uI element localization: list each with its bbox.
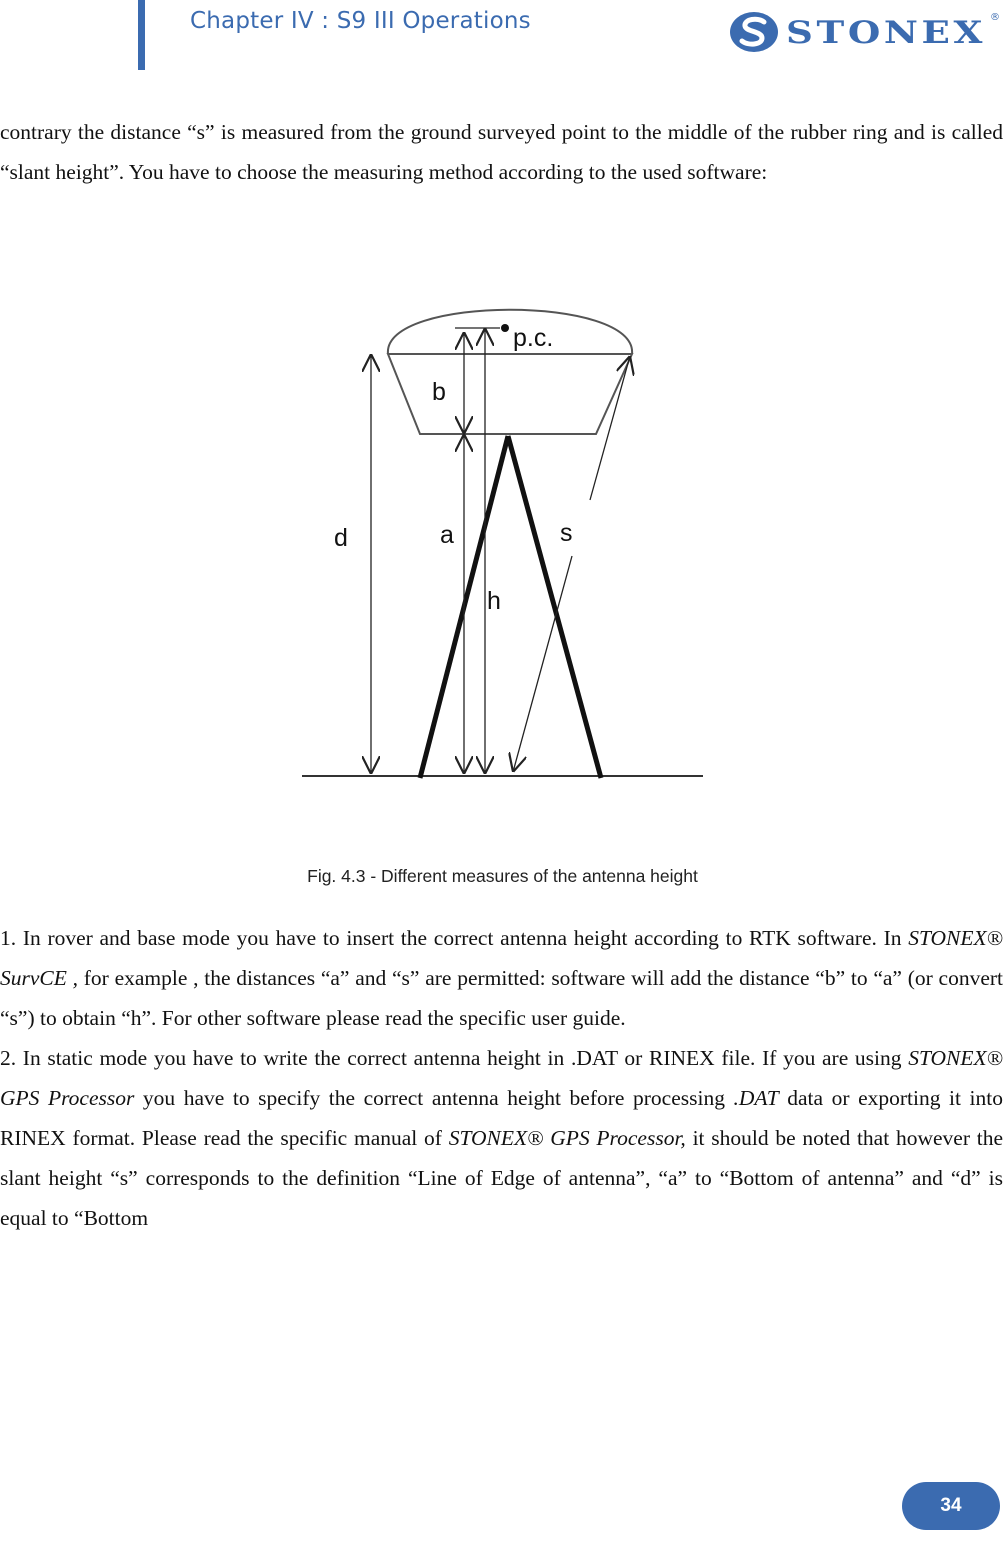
body-paragraphs — [0, 918, 1003, 1238]
label-s: s — [560, 519, 573, 547]
antenna-height-diagram — [295, 300, 710, 790]
dimension-s-lower — [513, 556, 572, 772]
dimension-s-upper — [590, 356, 630, 500]
label-h: h — [487, 587, 501, 615]
logo-registered-mark: ® — [990, 12, 1000, 23]
stonex-logo — [728, 6, 1000, 58]
tripod-right-leg — [508, 436, 601, 778]
chapter-title: Chapter IV : S9 III Operations — [190, 8, 531, 34]
figure-caption: Fig. 4.3 - Different measures of the antenna height — [307, 866, 698, 886]
logo-wordmark: STONEX — [786, 15, 986, 51]
paragraph-rover-base: 1. In rover and base mode you have to insert the correct antenna height according to RTK software. In STONEX® SurvCE , for example , the distances “a” and “s” are permitted: software will add the distance “b” to “a” (or convert “s”) to obtain “h”. For other software please read the specific user guide. — [0, 926, 1003, 1030]
antenna-dome — [388, 310, 632, 354]
label-d: d — [334, 524, 348, 552]
paragraph-static: 2. In static mode you have to write the correct antenna height in .DAT or RINEX file. If you are using STONEX® GPS Processor you have to specify the correct antenna height before processing .DAT data or exporting it into RINEX format. Please read the specific manual of STONEX® GPS Processor, it should be noted that however the slant height “s” corresponds to the definition “Line of Edge of antenna”, “a” to “Bottom of antenna” and “d” is equal to “Bottom — [0, 1046, 1004, 1230]
antenna-body — [388, 354, 632, 434]
label-a: a — [440, 521, 454, 549]
header-accent-bar — [138, 0, 145, 70]
label-pc: p.c. — [513, 324, 554, 352]
page-number-badge: 34 — [902, 1482, 1000, 1530]
phase-center-dot — [501, 324, 509, 332]
intro-text: contrary the distance “s” is measured from the ground surveyed point to the middle of the rubber ring and is called “slant height”. You have to choose the measuring method according to the used software: — [0, 120, 1003, 184]
label-b: b — [432, 378, 446, 406]
intro-paragraph — [0, 112, 1003, 192]
